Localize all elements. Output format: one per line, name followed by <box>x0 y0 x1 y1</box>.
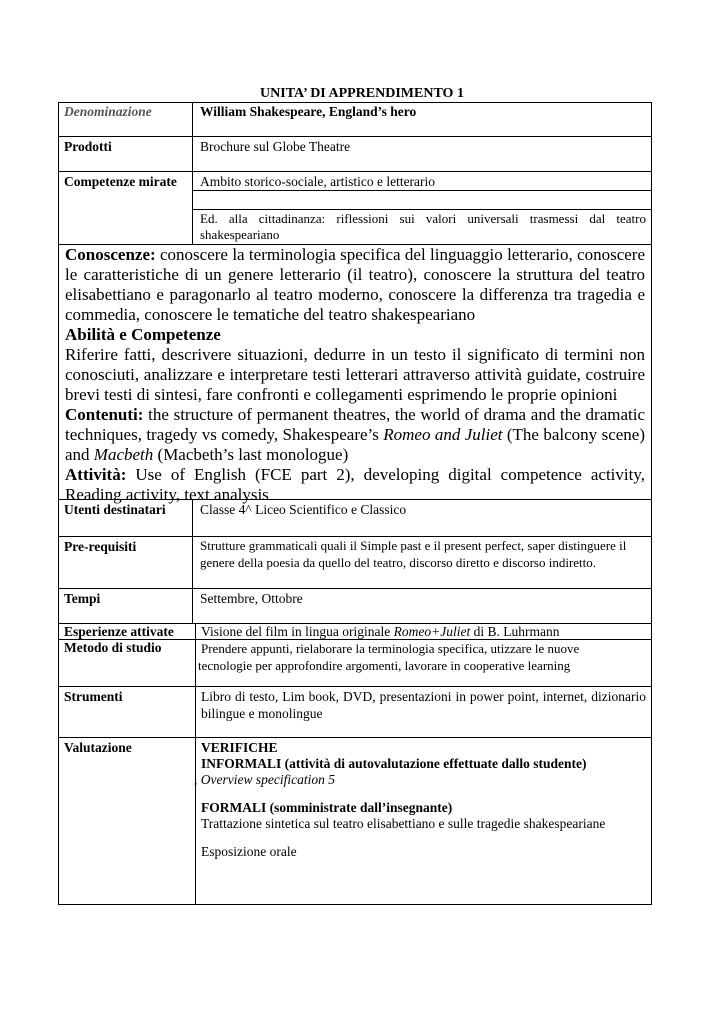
denominazione-label: Denominazione <box>64 104 152 119</box>
strumenti-label: Strumenti <box>64 689 123 704</box>
strumenti-value: Libro di testo, Lim book, DVD, presentazioni in power point, internet, dizionario bilingue e monolingue <box>201 689 646 721</box>
prerequisiti-label: Pre-requisiti <box>64 539 137 554</box>
metodo-label: Metodo di studio <box>64 640 162 655</box>
competenze-value-2 <box>192 191 652 209</box>
abilita-heading: Abilità e Competenze <box>65 325 221 344</box>
learning-unit-table <box>58 102 652 905</box>
contenuti-text: (Macbeth’s last monologue) <box>153 445 349 464</box>
utenti-value: Classe 4^ Liceo Scientifico e Classico <box>200 502 407 517</box>
denominazione-value: William Shakespeare, England’s hero <box>200 104 417 119</box>
conoscenze-text: conoscere la terminologia specifica del linguaggio letterario, conoscere le caratteristiche di un genere letterario (il teatro), conoscere la struttura del teatro elisabettiano e paragonarlo al teatro moderno, conoscere la differenza tra tragedia e commedia, conoscere le tematiche del teatro shakespeariano <box>65 245 645 324</box>
contenuti-macbeth: Macbeth <box>93 445 154 464</box>
utenti-label: Utenti destinatari <box>64 502 166 517</box>
formali-heading: FORMALI (somministrate dall’insegnante) <box>201 800 453 815</box>
contenuti-paragraph <box>65 405 645 465</box>
metodo-line-2: tecnologie per approfondire argomenti, lavorare in cooperative learning <box>198 658 571 673</box>
metodo-line-1: Prendere appunti, rielaborare la terminologia specifica, utizzare le nuove <box>201 641 580 656</box>
competenze-value-1: Ambito storico-sociale, artistico e letterario <box>200 174 436 189</box>
contenuti-text: (The balcony scene) and <box>65 425 645 464</box>
esposizione-text: Esposizione orale <box>201 844 297 859</box>
esperienze-text: di B. Luhrmann <box>470 624 560 639</box>
attivita-paragraph <box>65 465 645 505</box>
page-title: UNITA’ DI APPRENDIMENTO 1 <box>260 86 464 101</box>
contenuti-text: the structure of permanent theatres, the world of drama and the dramatic techniques, tragedy vs comedy, Shakespeare’s <box>65 405 645 444</box>
table-border-bottom <box>58 904 652 905</box>
prodotti-label: Prodotti <box>64 139 112 154</box>
verifiche-heading: VERIFICHE <box>201 740 278 755</box>
prerequisiti-value: Strutture grammaticali quali il Simple past e il present perfect, saper distinguere il genere della poesia da quello del teatro, discorso diretto e discorso indiretto. <box>200 538 627 570</box>
attivita-text: Use of English (FCE part 2), developing digital competence activity, Reading activity, text analysis <box>65 465 645 504</box>
prodotti-value: Brochure sul Globe Theatre <box>200 139 351 154</box>
valutazione-label: Valutazione <box>64 740 132 755</box>
abilita-text: Riferire fatti, descrivere situazioni, dedurre in un testo il significato di termini non conosciuti, analizzare e interpretare testi letterari attraverso attività guidate, costruire brevi testi di sintesi, fare confronti e collegamenti esprimendo le proprie opinioni <box>65 345 645 404</box>
metodo-value <box>195 640 652 686</box>
attivita-label: Attività: <box>65 465 127 484</box>
competenze-label: Competenze mirate <box>64 174 177 189</box>
conoscenze-label: Conoscenze: <box>65 245 156 264</box>
overview-text: , Overview specification 5 <box>194 772 335 787</box>
contenuti-romeo: Romeo and Juliet <box>383 425 503 444</box>
description-section <box>59 245 651 504</box>
valutazione-value <box>195 738 652 904</box>
tempi-label: Tempi <box>64 591 101 606</box>
esperienze-text: Visione del film in lingua originale <box>201 624 394 639</box>
contenuti-label: Contenuti: <box>65 405 144 424</box>
esperienze-value <box>195 623 652 639</box>
conoscenze-paragraph <box>65 245 645 325</box>
trattazione-text: Trattazione sintetica sul teatro elisabettiano e sulle tragedie shakespeariane <box>201 816 606 831</box>
esperienze-film-title: Romeo+Juliet <box>393 624 471 639</box>
tempi-value: Settembre, Ottobre <box>200 591 303 606</box>
competenze-value-3: Ed. alla cittadinanza: riflessioni sui valori universali trasmessi dal teatro shakespeariano <box>200 211 646 242</box>
esperienze-label: Esperienze attivate <box>64 624 174 639</box>
informali-heading: INFORMALI (attività di autovalutazione effettuate dallo studente) <box>201 756 587 771</box>
